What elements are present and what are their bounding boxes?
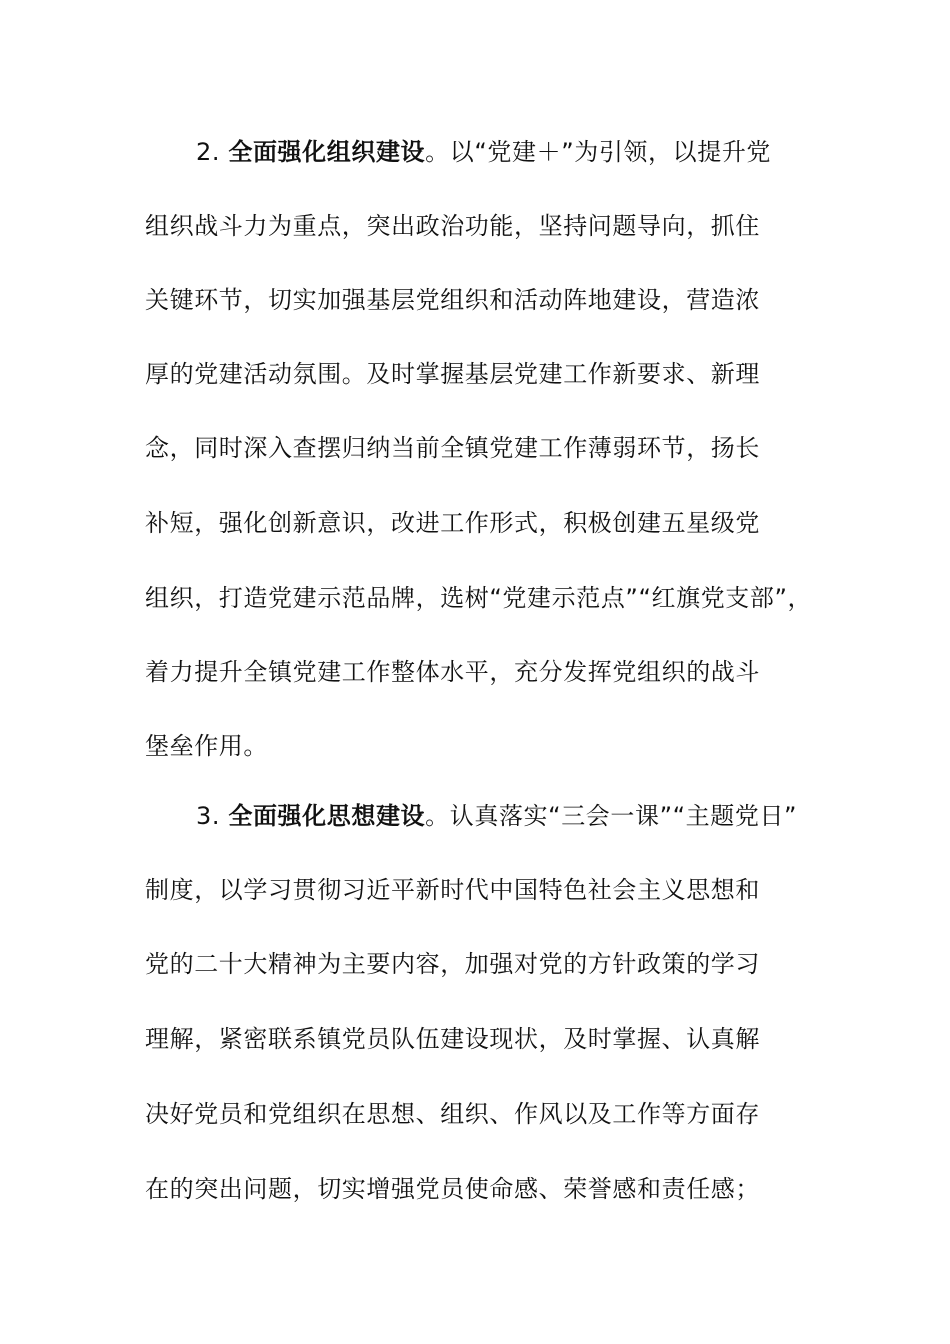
section-3-line-5: 决好党员和党组织在思想、组织、作风以及工作等方面存 (145, 1100, 760, 1128)
section-3-first-line (196, 801, 797, 831)
section-2-line-3: 关键环节，切实加强基层党组织和活动阵地建设，营造浓 (145, 286, 760, 314)
section-2-line-9: 堡垒作用。 (145, 732, 268, 760)
section-3-line-4: 理解，紧密联系镇党员队伍建设现状，及时掌握、认真解 (145, 1025, 760, 1053)
section-3-line-1: 。认真落实“三会一课”“主题党日” (425, 802, 798, 830)
section-3-number: 3. (196, 802, 221, 830)
section-3-line-6: 在的突出问题，切实增强党员使命感、荣誉感和责任感； (145, 1175, 760, 1203)
section-2-line-1: 。以“党建＋”为引领，以提升党 (425, 138, 772, 166)
section-2-number: 2. (196, 138, 221, 166)
section-2-first-line (196, 137, 771, 167)
section-3-line-2: 制度，以学习贯彻习近平新时代中国特色社会主义思想和 (145, 876, 760, 904)
section-2-heading: 全面强化组织建设 (228, 138, 426, 166)
section-2-line-6: 补短，强化创新意识，改进工作形式，积极创建五星级党 (145, 509, 760, 537)
section-2-line-5: 念，同时深入查摆归纳当前全镇党建工作薄弱环节，扬长 (145, 434, 760, 462)
section-2-line-2: 组织战斗力为重点，突出政治功能，坚持问题导向，抓住 (145, 212, 760, 240)
section-3-heading: 全面强化思想建设 (228, 802, 426, 830)
section-3-line-3: 党的二十大精神为主要内容，加强对党的方针政策的学习 (145, 950, 760, 978)
section-2-line-4: 厚的党建活动氛围。及时掌握基层党建工作新要求、新理 (145, 360, 760, 388)
section-2-line-7: 组织，打造党建示范品牌，选树“党建示范点”“红旗党支部”， (145, 584, 813, 612)
section-2-line-8: 着力提升全镇党建工作整体水平，充分发挥党组织的战斗 (145, 658, 760, 686)
